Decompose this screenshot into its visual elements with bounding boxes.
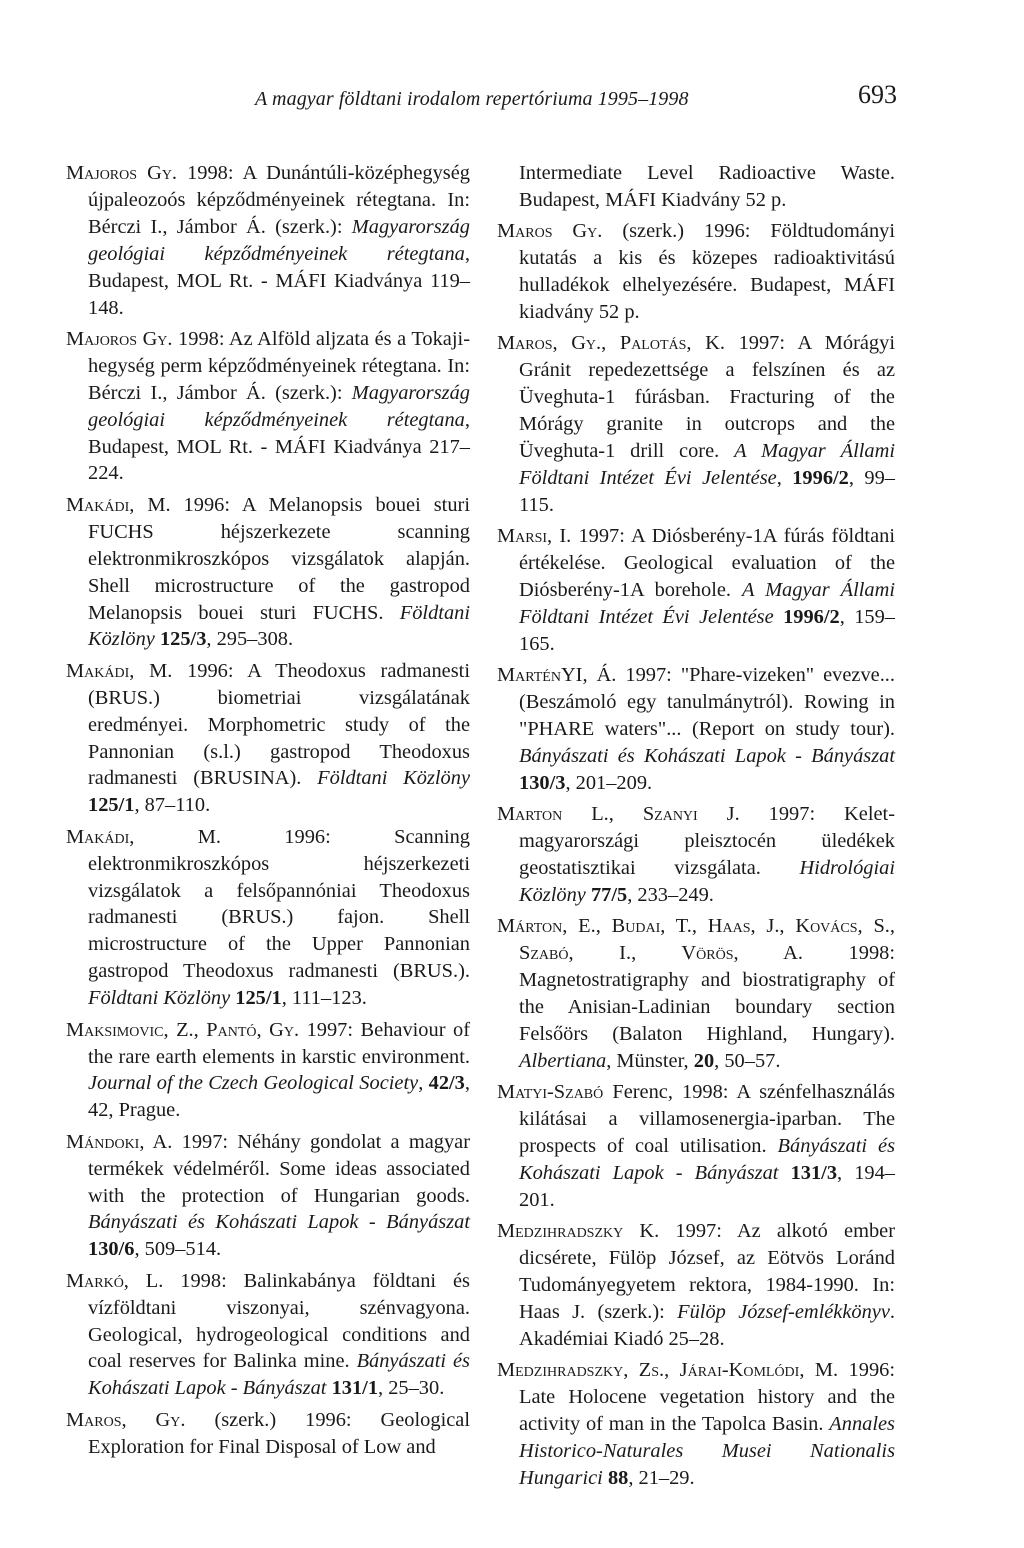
entry-source: Földtani Közlöny: [88, 987, 231, 1010]
entry-text: 1997: A Mórágyi Gránit repedezettsége a felszínen és az Üveghuta-1 fúrásban. Fracturing of the Mórágy granite in outcrops and the Üveghuta-1 drill core.: [519, 332, 895, 463]
entry-authors: Markó, L.: [66, 1269, 164, 1292]
entry-text: 1997: A Diósberény-1A fúrás földtani értékelése. Geological evaluation of the Diósberény-1A borehole.: [519, 525, 895, 602]
entry-text: 1997: "Phare-vizeken" evezve... (Beszámoló egy tanulmánytról). Rowing in "PHARE waters"... (Report on study tour).: [519, 664, 895, 741]
entry-source: Bányászati és Kohászati Lapok - Bányászat: [519, 745, 895, 768]
entry-authors: MarténYI, Á.: [497, 664, 617, 687]
entry-tail: , Budapest, MOL Rt. - MÁFI Kiadványa 217–224.: [88, 408, 470, 485]
entry-tail: [774, 606, 783, 628]
bibliography-entry: [497, 218, 895, 326]
entry-pages: , 111–123.: [281, 987, 367, 1010]
entry-volume: 125/3: [154, 628, 207, 651]
bibliography-entry: [66, 1268, 470, 1403]
entry-source: Földtani Közlöny: [317, 767, 471, 790]
bibliography-entry: [497, 662, 895, 797]
entry-source: Fülöp József-emlékkönyv: [677, 1301, 890, 1324]
entry-volume: 130/6: [88, 1238, 135, 1261]
entry-tail: ,: [776, 466, 793, 489]
entry-authors: Majoros Gy.: [66, 162, 178, 184]
entry-authors: Marton L., Szanyi J.: [497, 803, 740, 826]
entry-authors: Maros, Gy.: [66, 1408, 186, 1431]
bibliography-entry: [497, 1079, 895, 1214]
entry-authors: Medzihradszky K.: [497, 1220, 660, 1243]
entry-text: 1997: Az alkotó ember dicsérete, Fülöp József, az Eötvös Loránd Tudományegyetem rektora, 1984-1990. In: Haas J. (szerk.):: [519, 1220, 896, 1324]
entry-volume: 131/3: [790, 1162, 838, 1185]
entry-volume: 125/1: [230, 987, 282, 1010]
bibliography-entry: [497, 523, 895, 658]
entry-source: Albertiana: [519, 1050, 607, 1072]
running-title: A magyar földtani irodalom repertóriuma 1995–1998: [255, 88, 689, 110]
entry-source: Annales Historico-Naturales Musei Nationalis Hungarici: [519, 1413, 895, 1490]
entry-text: 1998: Balinkabánya földtani és vízföldtani viszonyai, szénvagyona. Geological, hydrogeological conditions and coal reserves for Balinka mine.: [88, 1269, 470, 1373]
page-number: 693: [858, 80, 897, 109]
bibliography-entry: [497, 1357, 895, 1492]
entry-authors: Medzihradszky, Zs., Járai-Komlódi, M.: [497, 1359, 839, 1382]
entry-pages: , 159–165.: [519, 606, 895, 655]
entry-source: Bányászati és Kohászati Lapok - Bányászat: [88, 1350, 470, 1400]
entry-authors: Majoros Gy.: [66, 327, 173, 350]
entry-authors: Márton, E., Budai, T., Haas, J., Kovács, S., Szabó, I., Vörös, A.: [497, 915, 895, 965]
entry-pages: , 194–201.: [519, 1162, 896, 1212]
entry-pages: , 99–115.: [519, 466, 895, 516]
entry-text: 1997: Kelet-magyarországi pleisztocén üledékek geostatisztikai vizsgálata.: [519, 803, 896, 880]
entry-text: (szerk.) 1996: Földtudományi kutatás a kis és közepes radioaktivitású hulladékok elhelyezésére. Budapest, MÁFI kiadvány 52 p.: [519, 220, 895, 324]
bibliography-entry: [497, 1218, 895, 1353]
bibliography-entry: [66, 326, 470, 487]
entry-volume: 130/3: [519, 771, 566, 794]
entry-tail: , Budapest, MOL Rt. - MÁFI Kiadványa 119–148.: [88, 242, 470, 319]
entry-text: 1996: Scanning elektronmikroszkópos héjszerkezeti vizsgálatok a felsőpannóniai Theodoxus radmanesti (BRUS.) fajon. Shell microstructure of the Upper Pannonian gastropod Theodoxus radmanesti (BRUS.).: [88, 825, 470, 983]
bibliography-entry: [66, 658, 470, 819]
entry-pages: , 25–30.: [378, 1377, 445, 1400]
bibliography-entry: [497, 801, 895, 909]
bibliography-entry: [66, 1407, 470, 1461]
entry-source: Bányászati és Kohászati Lapok - Bányászat: [519, 1135, 895, 1185]
entry-text: Intermediate Level Radioactive Waste. Budapest, MÁFI Kiadvány 52 p.: [519, 162, 895, 211]
entry-source: Bányászati és Kohászati Lapok - Bányászat: [88, 1211, 470, 1234]
entry-pages: , 509–514.: [134, 1238, 222, 1261]
entry-authors: Maros Gy.: [497, 220, 603, 243]
entry-tail: , Münster,: [606, 1050, 694, 1072]
right-column: [497, 160, 895, 1497]
entry-tail: ,: [418, 1072, 429, 1095]
entry-pages: , 50–57.: [714, 1050, 781, 1072]
entry-volume: 88: [607, 1467, 629, 1490]
entry-volume: 125/1: [88, 794, 135, 817]
entry-source: Hidrológiai Közlöny: [519, 857, 895, 907]
entry-pages: , 295–308.: [206, 628, 294, 651]
entry-volume: 20: [693, 1050, 715, 1072]
entry-text: 1997: Behaviour of the rare earth elements in karstic environment.: [88, 1018, 470, 1068]
entry-authors: Makádi, M.: [66, 493, 171, 516]
entry-source: Journal of the Czech Geological Society: [88, 1072, 419, 1095]
entry-tail: . Akadémiai Kiadó 25–28.: [519, 1301, 896, 1351]
bibliography-entry: [66, 1129, 470, 1264]
entry-text: 1998: A Dunántúli-középhegység újpaleozoós képződményeinek rétegtana. In: Bérczi I., Jámbor Á. (szerk.):: [88, 162, 470, 238]
entry-volume: 1996/2: [792, 466, 849, 489]
left-column: [66, 160, 470, 1465]
entry-text: 1998: Magnetostratigraphy and biostratigraphy of the Anisian-Ladinian boundary section Felsőörs (Balaton Highland, Hungary).: [519, 942, 895, 1046]
entry-text: (szerk.) 1996: Geological Exploration for Final Disposal of Low and: [88, 1408, 470, 1458]
entry-text: 1997: Néhány gondolat a magyar termékek védelméről. Some ideas associated with the protection of Hungarian goods.: [88, 1130, 470, 1207]
entry-volume: 77/5: [590, 884, 628, 907]
entry-authors: Maros, Gy., Palotás, K.: [497, 332, 725, 355]
bibliography-entry-continuation: [497, 160, 895, 214]
bibliography-entry: [497, 913, 895, 1074]
entry-text: 1996: A Melanopsis bouei sturi FUCHS héjszerkezete scanning elektronmikroszkópos vizsgálatok alapján. Shell microstructure of the gastropod Melanopsis bouei sturi FUCHS.: [88, 493, 470, 624]
entry-volume: 1996/2: [783, 606, 840, 628]
entry-source: A Magyar Állami Földtani Intézet Évi Jelentése: [519, 579, 895, 628]
entry-source: Magyarország geológiai képződményeinek rétegtana: [88, 381, 470, 431]
entry-pages: , 42, Prague.: [88, 1072, 470, 1122]
entry-source: A Magyar Állami Földtani Intézet Évi Jelentése: [519, 440, 895, 489]
entry-tail: [778, 1162, 790, 1184]
bibliography-entry: [66, 492, 470, 653]
entry-authors: Maksimovic, Z., Pantó, Gy.: [66, 1018, 300, 1041]
entry-text: 1996: A Theodoxus radmanesti (BRUS.) biometriai vizsgálatának eredményei. Morphometric study of the Pannonian (s.l.) gastropod Theodoxus radmanesti (BRUSINA).: [88, 659, 470, 790]
entry-text: Ferenc, 1998: A szénfelhasználás kilátásai a villamosenergia-iparban. The prospects of coal utilisation.: [519, 1081, 895, 1158]
entry-authors: Mándoki, A.: [66, 1130, 173, 1153]
entry-source: Földtani Közlöny: [88, 601, 470, 651]
bibliography-entry: [497, 330, 895, 518]
entry-pages: , 21–29.: [628, 1467, 695, 1490]
entry-authors: Makádi, M.: [66, 825, 221, 848]
entry-volume: 131/1: [326, 1377, 379, 1400]
entry-authors: Makádi, M.: [66, 659, 173, 682]
bibliography-entry: [66, 160, 470, 321]
entry-pages: , 233–249.: [627, 884, 714, 907]
bibliography-entry: [66, 824, 470, 1012]
entry-pages: , 87–110.: [134, 794, 211, 817]
entry-authors: Matyi-Szabó: [497, 1081, 604, 1104]
entry-source: Magyarország geológiai képződményeinek rétegtana: [88, 215, 470, 265]
entry-pages: , 201–209.: [565, 771, 653, 794]
entry-volume: 42/3: [428, 1072, 465, 1095]
entry-authors: Marsi, I.: [497, 525, 572, 548]
bibliography-entry: [66, 1017, 470, 1125]
entry-text: 1998: Az Alföld aljzata és a Tokaji-hegység perm képződményeinek rétegtana. In: Bérczi I., Jámbor Á. (szerk.):: [88, 327, 470, 404]
entry-text: 1996: Late Holocene vegetation history and the activity of man in the Tapolca Basin.: [519, 1359, 896, 1436]
